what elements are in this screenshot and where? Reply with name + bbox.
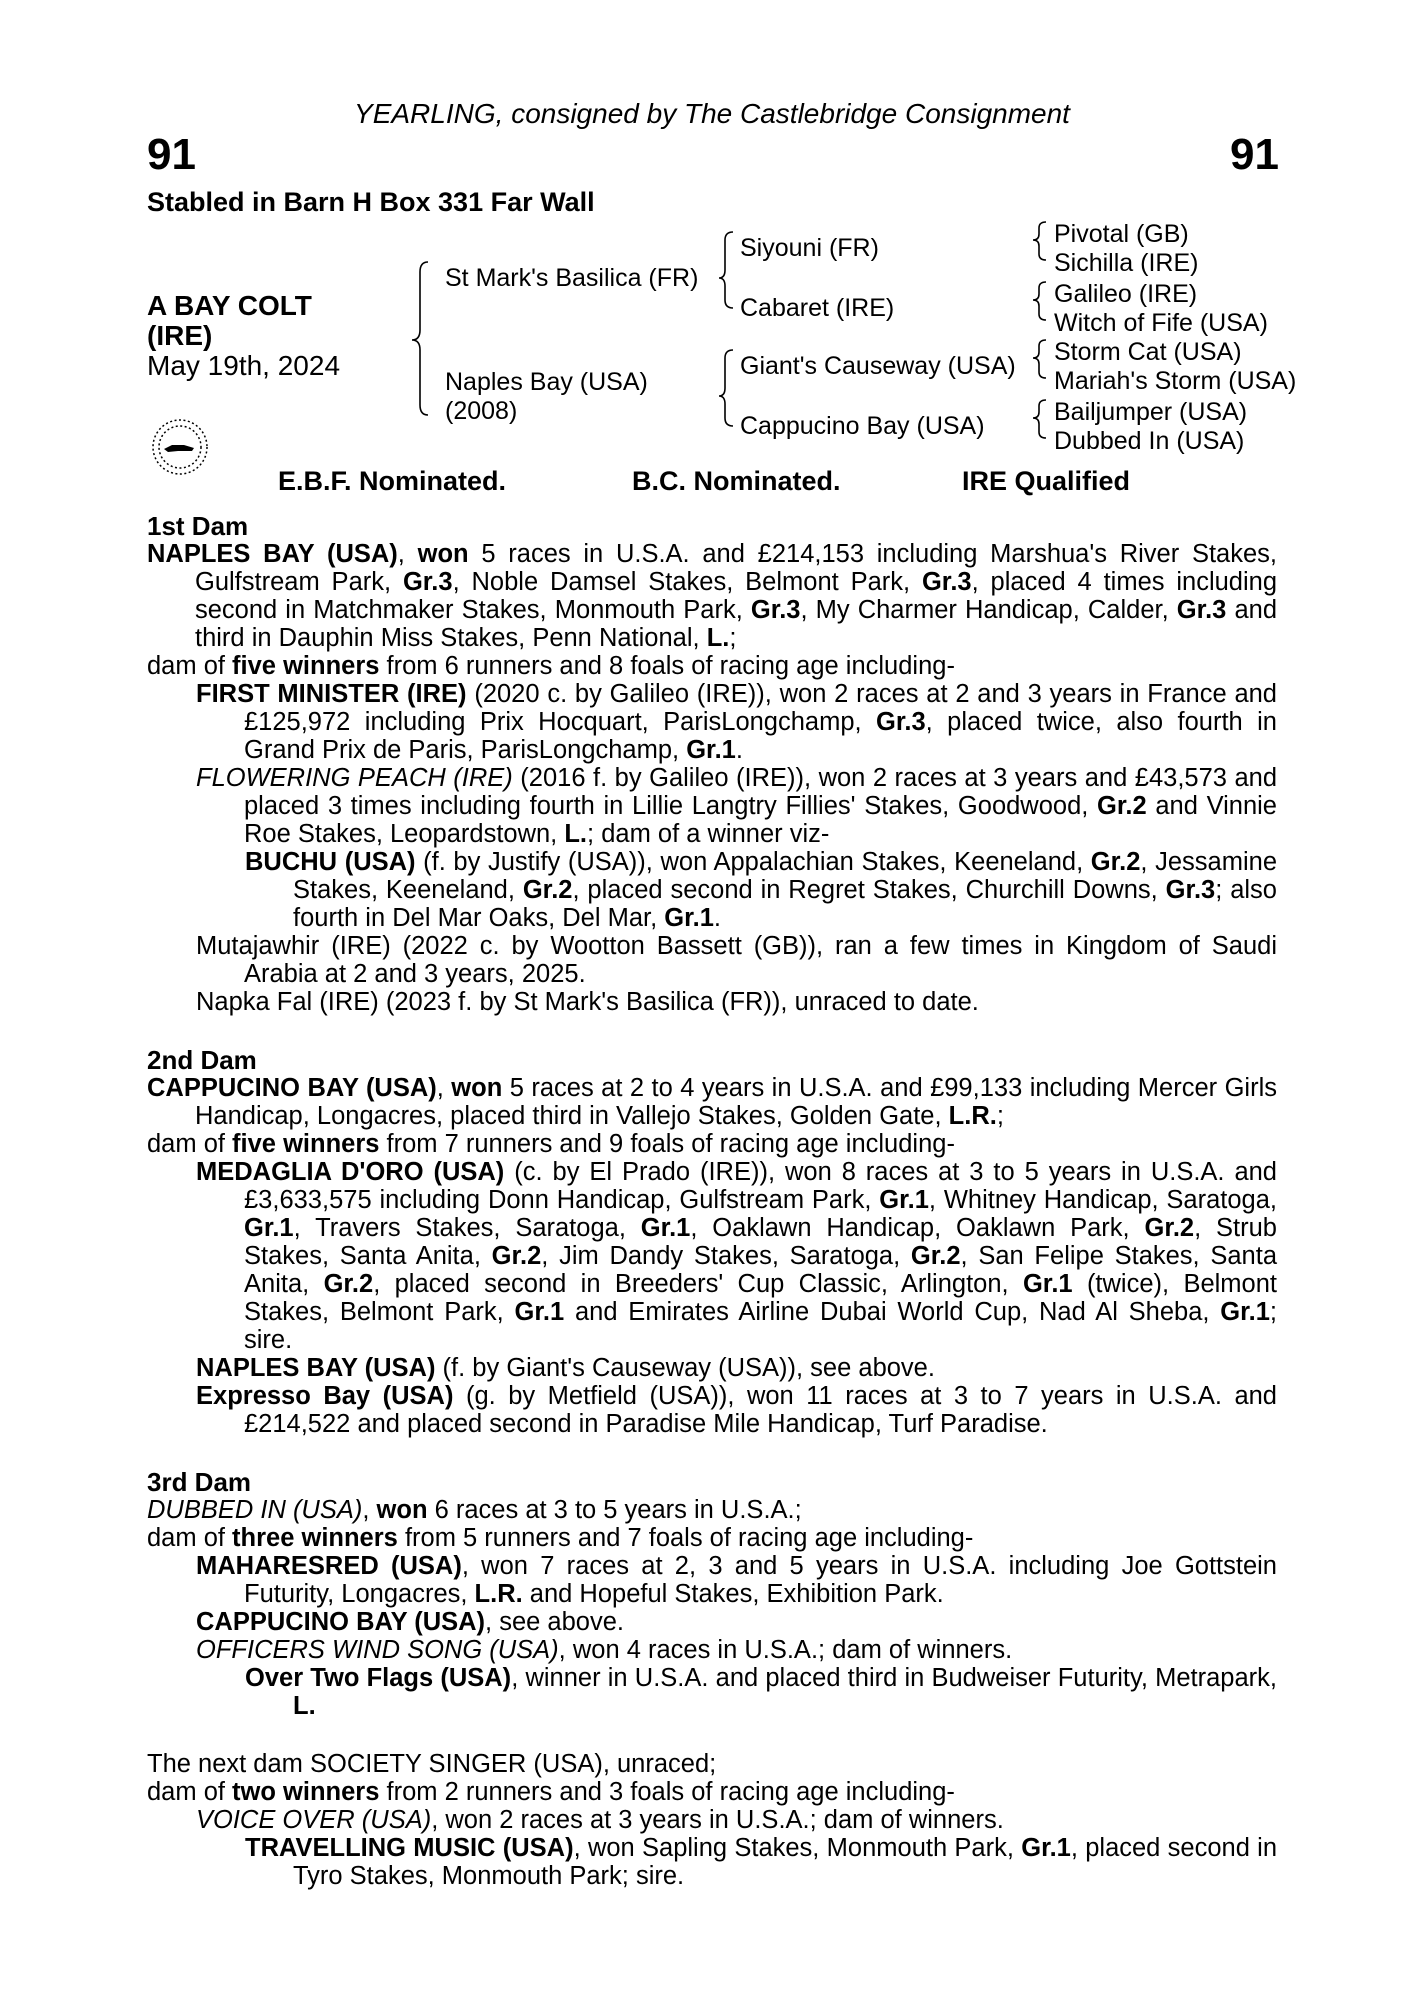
second-dam-produce-summary: dam of five winners from 7 runners and 9 foals of racing age including- <box>147 1130 955 1158</box>
pedigree-sire-sire: Siyouni (FR) <box>740 234 879 262</box>
ebf-seal-logo <box>148 415 212 479</box>
consignment-line: YEARLING, consigned by The Castlebridge Consignment <box>354 98 1070 129</box>
produce-naples-bay: NAPLES BAY (USA) (f. by Giant's Causeway (USA)), see above. <box>196 1354 935 1382</box>
stabled-location: Stabled in Barn H Box 331 Far Wall <box>147 187 595 217</box>
produce-napka-fal: Napka Fal (IRE) (2023 f. by St Mark's Basilica (FR)), unraced to date. <box>196 988 979 1016</box>
pedigree-sire-dam: Cabaret (IRE) <box>740 294 895 322</box>
produce-mutajawhir: Mutajawhir (IRE) (2022 c. by Wootton Bassett (GB)), ran a few times in Kingdom of Saudi Arabia at 2 and 3 years, 2025. <box>196 932 1277 988</box>
third-dam-record: DUBBED IN (USA), won 6 races at 3 to 5 years in U.S.A.; <box>147 1496 802 1524</box>
produce-expresso-bay: Expresso Bay (USA) (g. by Metfield (USA)), won 11 races at 3 to 7 years in U.S.A. and £214,522 and placed second in Paradise Mile Handicap, Turf Paradise. <box>196 1382 1277 1438</box>
first-dam-produce-summary: dam of five winners from 6 runners and 8 foals of racing age including- <box>147 652 955 680</box>
pedigree-sire: St Mark's Basilica (FR) <box>445 264 699 292</box>
next-dam-produce-summary: dam of two winners from 2 runners and 3 foals of racing age including- <box>147 1778 955 1806</box>
lot-number-right: 91 <box>1230 130 1279 179</box>
second-dam-heading: 2nd Dam <box>147 1045 257 1075</box>
pedigree-dam-dam: Cappucino Bay (USA) <box>740 412 985 440</box>
produce-cappucino-bay: CAPPUCINO BAY (USA), see above. <box>196 1608 624 1636</box>
produce-over-two-flags: Over Two Flags (USA), winner in U.S.A. and placed third in Budweiser Futurity, Metrapark, L. <box>245 1664 1277 1720</box>
produce-officers-wind-song: OFFICERS WIND SONG (USA), won 4 races in U.S.A.; dam of winners. <box>196 1636 1013 1664</box>
horse-description: A BAY COLT <box>147 290 312 321</box>
produce-travelling-music: TRAVELLING MUSIC (USA), won Sapling Stakes, Monmouth Park, Gr.1, placed second in Tyro Stakes, Monmouth Park; sire. <box>245 1834 1277 1890</box>
horse-foaling-date: May 19th, 2024 <box>147 350 341 381</box>
third-dam-produce-summary: dam of three winners from 5 runners and 7 foals of racing age including- <box>147 1524 974 1552</box>
produce-first-minister: FIRST MINISTER (IRE) (2020 c. by Galileo (IRE)), won 2 races at 2 and 3 years in France and £125,972 including Prix Hocquart, ParisLongchamp, Gr.3, placed twice, also fourth in Grand Prix de Paris, ParisLongchamp, Gr.1. <box>196 680 1277 764</box>
third-dam-heading: 3rd Dam <box>147 1467 252 1497</box>
pedigree-sss: Pivotal (GB) <box>1054 220 1189 248</box>
produce-voice-over: VOICE OVER (USA), won 2 races at 3 years in U.S.A.; dam of winners. <box>196 1806 1004 1834</box>
first-dam-record: NAPLES BAY (USA), won 5 races in U.S.A. and £214,153 including Marshua's River Stakes, Gulfstream Park, Gr.3, Noble Damsel Stakes, Belmont Park, Gr.3, placed 4 times including second in Matchmaker Stakes, Monmouth Park, Gr.3, My Charmer Handicap, Calder, Gr.3 and third in Dauphin Miss Stakes, Penn National, L.; <box>147 540 1278 652</box>
pedigree-ssd: Sichilla (IRE) <box>1054 249 1199 277</box>
catalogue-body <box>147 512 1277 1890</box>
second-dam-record: CAPPUCINO BAY (USA), won 5 races at 2 to 4 years in U.S.A. and £99,133 including Mercer Girls Handicap, Longacres, placed third in Vallejo Stakes, Golden Gate, L.R.; <box>147 1074 1277 1130</box>
pedigree-ddd: Dubbed In (USA) <box>1054 427 1245 455</box>
ebf-nominated: E.B.F. Nominated. <box>278 466 507 496</box>
pedigree-dsd: Mariah's Storm (USA) <box>1054 367 1297 395</box>
ire-qualified: IRE Qualified <box>962 466 1131 496</box>
produce-flowering-peach: FLOWERING PEACH (IRE) (2016 f. by Galileo (IRE)), won 2 races at 3 years and £43,573 and placed 3 times including fourth in Lillie Langtry Fillies' Stakes, Goodwood, Gr.2 and Vinnie Roe Stakes, Leopardstown, L.; dam of a winner viz- <box>196 764 1277 848</box>
pedigree-sds: Galileo (IRE) <box>1054 280 1198 308</box>
produce-medaglia-doro: MEDAGLIA D'ORO (USA) (c. by El Prado (IRE)), won 8 races at 3 to 5 years in U.S.A. and £3,633,575 including Donn Handicap, Gulfstream Park, Gr.1, Whitney Handicap, Saratoga, Gr.1, Travers Stakes, Saratoga, Gr.1, Oaklawn Handicap, Oaklawn Park, Gr.2, Strub Stakes, Santa Anita, Gr.2, Jim Dandy Stakes, Saratoga, Gr.2, San Felipe Stakes, Santa Anita, Gr.2, placed second in Breeders' Cup Classic, Arlington, Gr.1 (twice), Belmont Stakes, Belmont Park, Gr.1 and Emirates Airline Dubai World Cup, Nad Al Sheba, Gr.1; sire. <box>196 1158 1278 1354</box>
first-dam-heading: 1st Dam <box>147 511 249 541</box>
first-dam-name: NAPLES BAY (USA) <box>147 540 398 568</box>
bc-nominated: B.C. Nominated. <box>632 466 841 496</box>
next-dam-record: The next dam SOCIETY SINGER (USA), unraced; <box>147 1750 717 1778</box>
pedigree-dss: Storm Cat (USA) <box>1054 338 1242 366</box>
pedigree-sdd: Witch of Fife (USA) <box>1054 309 1268 337</box>
lot-number-left: 91 <box>147 130 196 179</box>
pedigree-dam-sire: Giant's Causeway (USA) <box>740 352 1016 380</box>
pedigree-dam-year: (2008) <box>445 397 518 425</box>
produce-buchu: BUCHU (USA) (f. by Justify (USA)), won Appalachian Stakes, Keeneland, Gr.2, Jessamine Stakes, Keeneland, Gr.2, placed second in Regret Stakes, Churchill Downs, Gr.3; also fourth in Del Mar Oaks, Del Mar, Gr.1. <box>245 848 1278 932</box>
horse-country: (IRE) <box>147 320 213 351</box>
produce-maharesred: MAHARESRED (USA), won 7 races at 2, 3 and 5 years in U.S.A. including Joe Gottstein Futurity, Longacres, L.R. and Hopeful Stakes, Exhibition Park. <box>196 1552 1277 1608</box>
pedigree-dds: Bailjumper (USA) <box>1054 398 1248 426</box>
pedigree-dam: Naples Bay (USA) <box>445 368 648 396</box>
